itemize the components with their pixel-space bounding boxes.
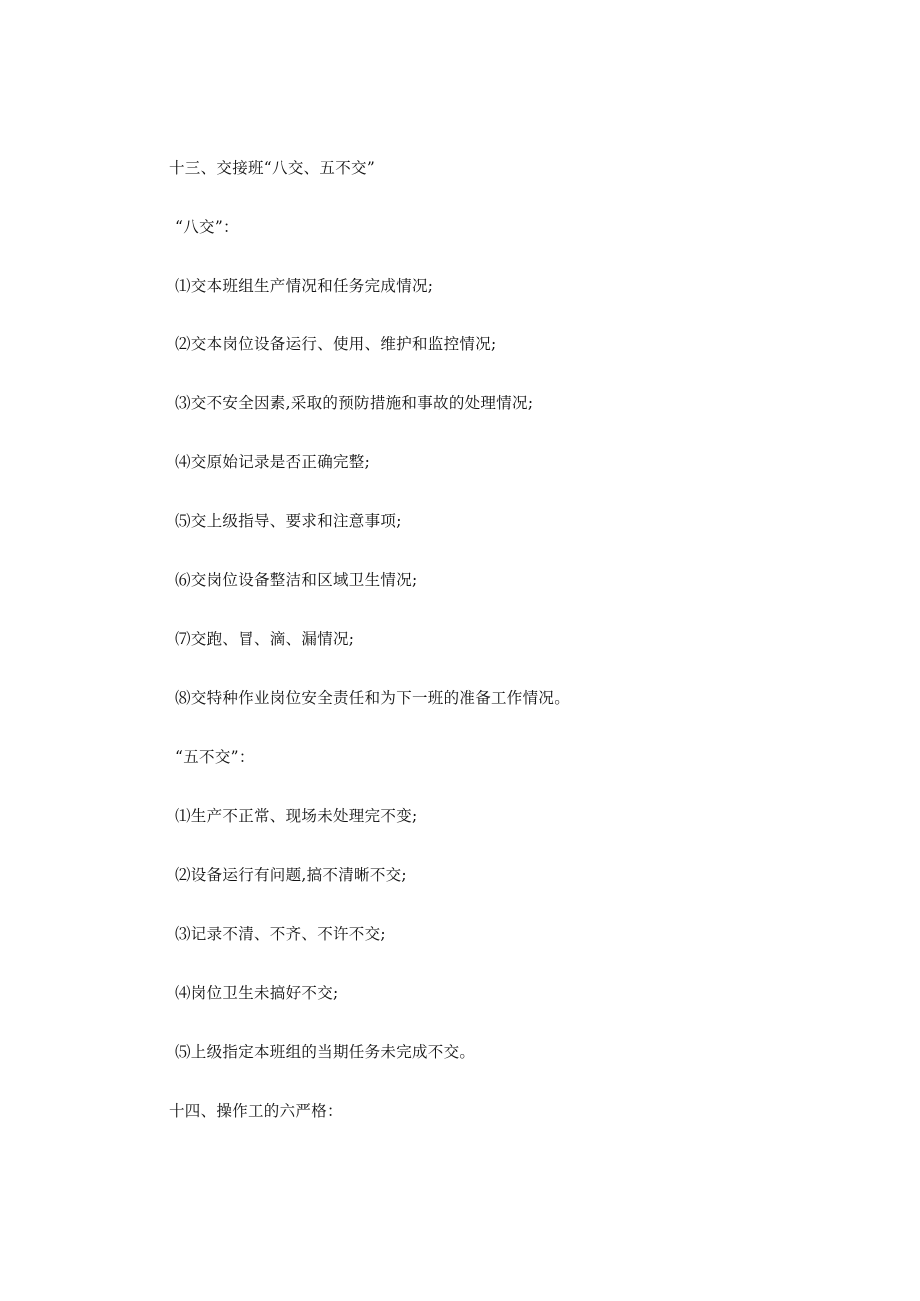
wu-bu-jiao-item-5: ⑸上级指定本班组的当期任务未完成不交。 (175, 1043, 476, 1061)
ba-jiao-item-6: ⑹交岗位设备整洁和区域卫生情况; (175, 571, 418, 589)
ba-jiao-item-5: ⑸交上级指导、要求和注意事项; (175, 512, 402, 530)
ba-jiao-item-1: ⑴交本班组生产情况和任务完成情况; (175, 277, 434, 295)
wu-bu-jiao-title: “五不交”： (175, 748, 255, 766)
wu-bu-jiao-item-4: ⑷岗位卫生未搞好不交; (175, 984, 339, 1002)
ba-jiao-title: “八交”： (175, 218, 239, 236)
wu-bu-jiao-item-2: ⑵设备运行有问题,搞不清晰不交; (175, 866, 407, 884)
ba-jiao-item-2: ⑵交本岗位设备运行、使用、维护和监控情况; (175, 335, 497, 353)
ba-jiao-item-3: ⑶交不安全因素,采取的预防措施和事故的处理情况; (175, 394, 534, 412)
ba-jiao-item-8: ⑻交特种作业岗位安全责任和为下一班的准备工作情况。 (175, 689, 571, 707)
section-heading-13: 十三、交接班“八交、五不交” (169, 159, 376, 177)
ba-jiao-item-7: ⑺交跑、冒、滴、漏情况; (175, 630, 355, 648)
section-heading-14: 十四、操作工的六严格： (169, 1102, 343, 1120)
ba-jiao-item-4: ⑷交原始记录是否正确完整; (175, 453, 371, 471)
wu-bu-jiao-item-3: ⑶记录不清、不齐、不许不交; (175, 925, 386, 943)
wu-bu-jiao-item-1: ⑴生产不正常、现场未处理完不变; (175, 807, 418, 825)
